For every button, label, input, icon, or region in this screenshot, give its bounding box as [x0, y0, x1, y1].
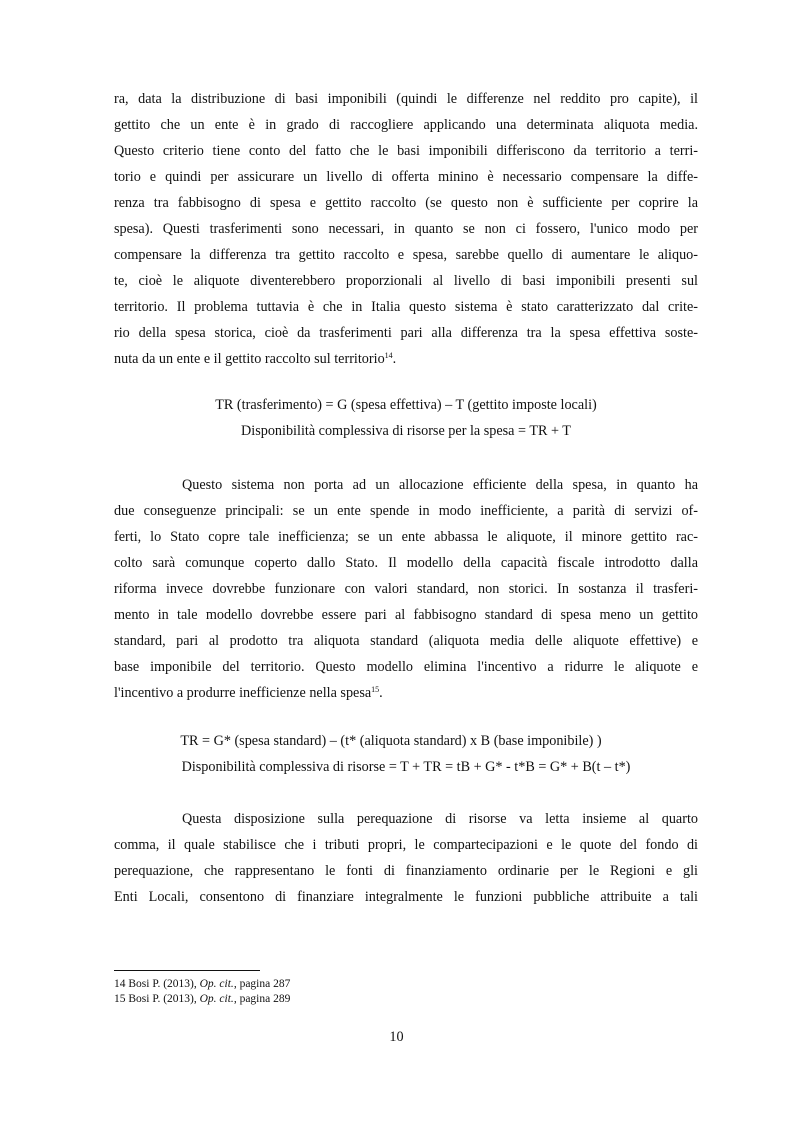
paragraph-last-text: l'incentivo a produrre inefficienze nella spesa	[114, 685, 372, 701]
footnote-14	[114, 977, 290, 992]
paragraph-last-text: nuta da un ente e il gettito raccolto sul territorio	[114, 351, 385, 367]
paragraph-line: base imponibile del territorio. Questo modello elimina l'incentivo a ridurre le aliquote e	[114, 659, 698, 675]
paragraph-end-punct: .	[392, 351, 397, 367]
footnote-ref-14[interactable]: 14	[384, 351, 393, 360]
footnote-page: , pagina 289	[233, 993, 291, 1005]
paragraph-line: territorio. Il problema tuttavia è che in Italia questo sistema è stato caratterizzato dal crite-	[114, 299, 698, 315]
paragraph-line: riforma invece dovrebbe funzionare con valori standard, non storici. In sostanza il trasferi-	[114, 581, 698, 597]
paragraph-line: perequazione, che rappresentano le fonti di finanziamento ordinarie per le Regioni e gli	[114, 863, 698, 879]
footnote-page: , pagina 287	[233, 978, 291, 990]
paragraph-line: ra, data la distribuzione di basi imponibili (quindi le differenze nel reddito pro capite), il	[114, 91, 698, 107]
page-body	[114, 86, 698, 910]
paragraph-line: compensare la differenza tra gettito raccolto e spesa, sarebbe quello di aumentare le aliquo-	[114, 247, 698, 263]
footnote-source: Op. cit.	[199, 993, 234, 1005]
formula-1-line-1: TR (trasferimento) = G (spesa effettiva) – T (gettito imposte locali)	[215, 397, 597, 413]
paragraph-line: due conseguenze principali: se un ente spende in modo inefficiente, a parità di servizi of-	[114, 503, 698, 519]
paragraph-line: standard, pari al prodotto tra aliquota standard (aliquota media delle aliquote effettive) e	[114, 633, 698, 649]
formula-1-line-2: Disponibilità complessiva di risorse per la spesa = TR + T	[241, 423, 571, 439]
footnote-author: Bosi P. (2013),	[128, 978, 197, 990]
footnote-author: Bosi P. (2013),	[128, 993, 197, 1005]
paragraph-end-punct: .	[379, 685, 383, 701]
paragraph-line: gettito che un ente è in grado di raccogliere applicando una determinata aliquota media.	[114, 117, 698, 133]
footnote-source: Op. cit.	[199, 978, 234, 990]
footnote-ref-15[interactable]: 15	[371, 685, 380, 694]
page-number: 10	[389, 1029, 404, 1045]
footnote-15	[114, 992, 290, 1007]
paragraph-line: torio e quindi per assicurare un livello di offerta minino è necessario compensare la diffe-	[114, 169, 698, 185]
formula-2-line-2: Disponibilità complessiva di risorse = T + TR = tB + G* - t*B = G* + B(t – t*)	[181, 759, 631, 775]
paragraph-last-line	[114, 346, 698, 372]
footnotes	[114, 977, 290, 1007]
paragraph-line: te, cioè le aliquote diventerebbero proporzionali al livello di basi imponibili presenti sul	[114, 273, 698, 289]
paragraph-2	[114, 472, 698, 706]
formula-2-line-1: TR = G* (spesa standard) – (t* (aliquota standard) x B (base imponibile) )	[180, 733, 602, 749]
paragraph-line: colto sarà comunque coperto dallo Stato. Il modello della capacità fiscale introdotto dalla	[114, 555, 698, 571]
paragraph-line: Questo criterio tiene conto del fatto che le basi imponibili differiscono da territorio a terri-	[114, 143, 698, 159]
paragraph-line: Enti Locali, consentono di finanziare integralmente le funzioni pubbliche attribuite a tali	[114, 889, 698, 905]
paragraph-line: rio della spesa storica, cioè da trasferimenti pari alla differenza tra la spesa effettiva soste-	[114, 325, 698, 341]
footnote-separator	[114, 970, 260, 971]
paragraph-line: ferti, lo Stato copre tale inefficienza; se un ente abbassa le aliquote, il minore gettito rac-	[114, 529, 698, 545]
paragraph-line: Questo sistema non porta ad un allocazione efficiente della spesa, in quanto ha	[182, 477, 698, 493]
paragraph-line: comma, il quale stabilisce che i tributi propri, le compartecipazioni e le quote del fondo di	[114, 837, 698, 853]
footnote-number: 14	[114, 978, 126, 990]
paragraph-line: spesa). Questi trasferimenti sono necessari, in quanto se non ci fossero, l'unico modo per	[114, 221, 698, 237]
paragraph-line: renza tra fabbisogno di spesa e gettito raccolto (se questo non è sufficiente per coprire la	[114, 195, 698, 211]
paragraph-line: Questa disposizione sulla perequazione di risorse va letta insieme al quarto	[182, 811, 698, 827]
paragraph-line: mento in tale modello dovrebbe essere pari al fabbisogno standard di spesa meno un gettito	[114, 607, 698, 623]
paragraph-last-line	[114, 680, 698, 706]
paragraph-1	[114, 86, 698, 372]
paragraph-3	[114, 806, 698, 910]
footnote-number: 15	[114, 993, 126, 1005]
